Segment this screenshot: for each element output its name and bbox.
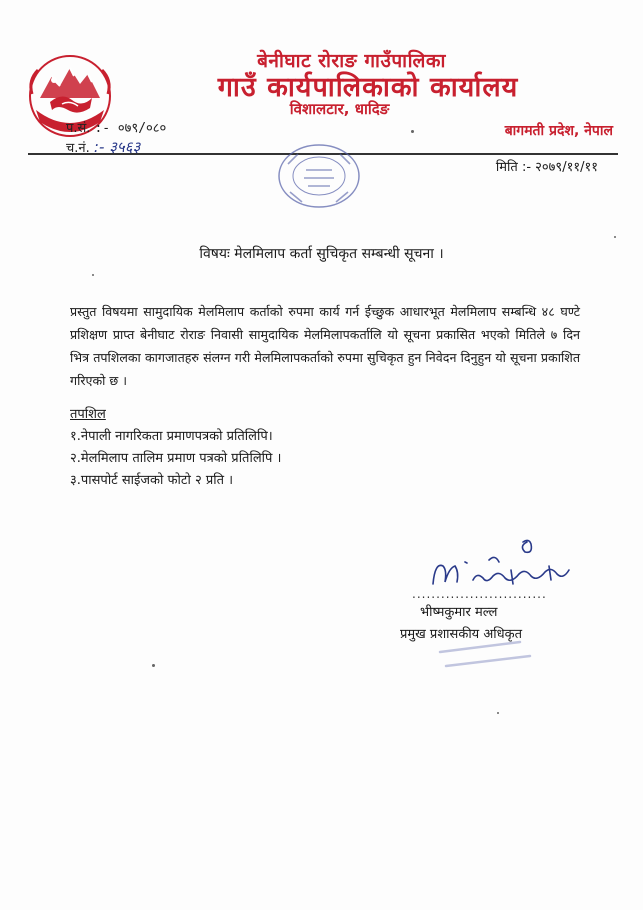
letter-date	[496, 157, 598, 175]
signatory-title: प्रमुख प्रशासकीय अधिकृत	[400, 627, 523, 642]
date-value: :- २०७९/११/११	[521, 160, 598, 175]
list-item: ३.पासपोर्ट साईजको फोटो २ प्रति ।	[70, 473, 234, 488]
list-item: २.मेलमिलाप तालिम प्रमाण पत्रको प्रतिलिपि ।	[70, 451, 282, 466]
municipality-name: बेनीघाट रोराङ गाउँपालिका	[257, 50, 446, 72]
speck	[614, 236, 616, 238]
office-stamp-icon	[276, 142, 362, 210]
office-address: विशालटार, धादिङ	[289, 100, 390, 118]
date-label: मिति	[495, 160, 518, 175]
dispatch-label: च.नं.	[66, 141, 90, 156]
attachments-heading: तपशिल	[70, 407, 106, 422]
signatory-name: भीष्मकुमार मल्ल	[420, 605, 498, 620]
dispatch-value: :- ३५६३	[93, 138, 141, 156]
letter-subject: विषयः मेलमिलाप कर्ता सुचिकृत सम्बन्धी सूचना ।	[199, 246, 444, 262]
signatory-stamp-icon	[434, 630, 539, 678]
reference-value: :- ०७९/०८०	[94, 121, 167, 136]
speck	[92, 274, 94, 276]
reference-number	[66, 118, 166, 136]
attachments-list	[70, 426, 281, 492]
office-name: गाउँ कार्यपालिकाको कार्यालय	[217, 72, 519, 103]
list-item: १.नेपाली नागरिकता प्रमाणपत्रको प्रतिलिपि।	[70, 429, 273, 444]
speck	[497, 712, 499, 714]
speck	[152, 664, 155, 667]
reference-label: प.सं.	[66, 121, 91, 136]
speck	[411, 130, 414, 133]
province-name: बागमती प्रदेश, नेपाल	[504, 123, 613, 139]
signature-line: ............................	[412, 587, 547, 601]
notice-body: प्रस्तुत विषयमा सामुदायिक मेलमिलाप कर्ताको रुपमा कार्य गर्न ईच्छुक आधारभूत मेलमिलाप सम्बन्धि ४८ घण्टे प्रशिक्षण प्राप्त बेनीघाट रोराङ निवासी सामुदायिक मेलमिलापकर्तालि यो सूचना प्रकासित भएको मितिले ७ दिन भित्र तपशिलका कागजातहरु संलग्न गरी मेलमिलापकर्ताको रुपमा सुचिकृत हुन निवेदन दिनुहुन यो सूचना प्रकाशित गरिएको छ ।	[70, 304, 580, 388]
